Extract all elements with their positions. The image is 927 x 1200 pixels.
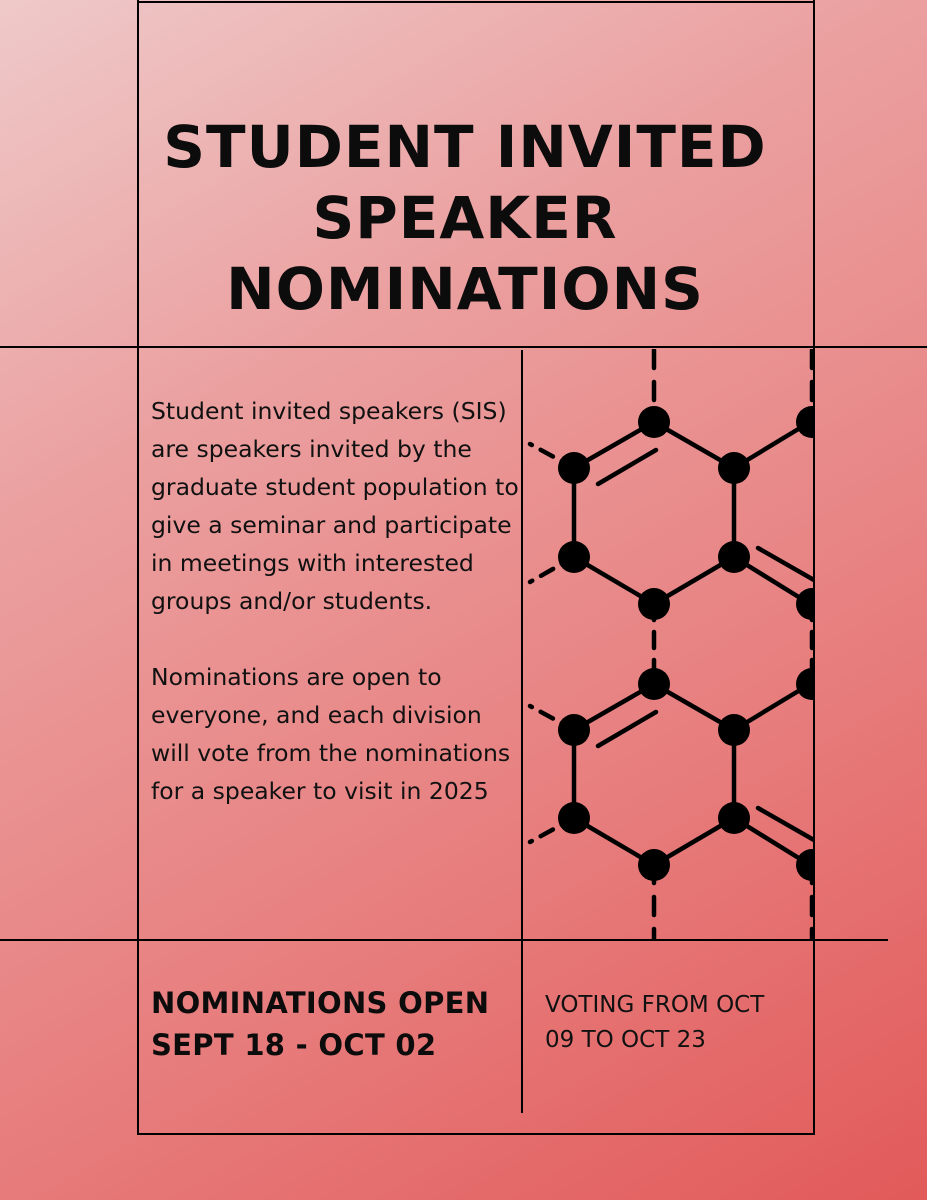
poster-title: STUDENT INVITED SPEAKER NOMINATIONS xyxy=(163,113,767,323)
voting-dates: VOTING FROM OCT 09 TO OCT 23 xyxy=(545,992,765,1053)
nominations-open-dates: NOMINATIONS OPEN SEPT 18 - OCT 02 xyxy=(151,986,490,1062)
description-block xyxy=(151,392,523,810)
description-paragraph-sis: Student invited speakers (SIS) are speakers invited by the graduate student population to give a seminar and participate in meetings with interested groups and/or students. xyxy=(151,397,519,615)
description-paragraph-nominations: Nominations are open to everyone, and each division will vote from the nominations for a speaker to visit in 2025 xyxy=(151,663,511,805)
